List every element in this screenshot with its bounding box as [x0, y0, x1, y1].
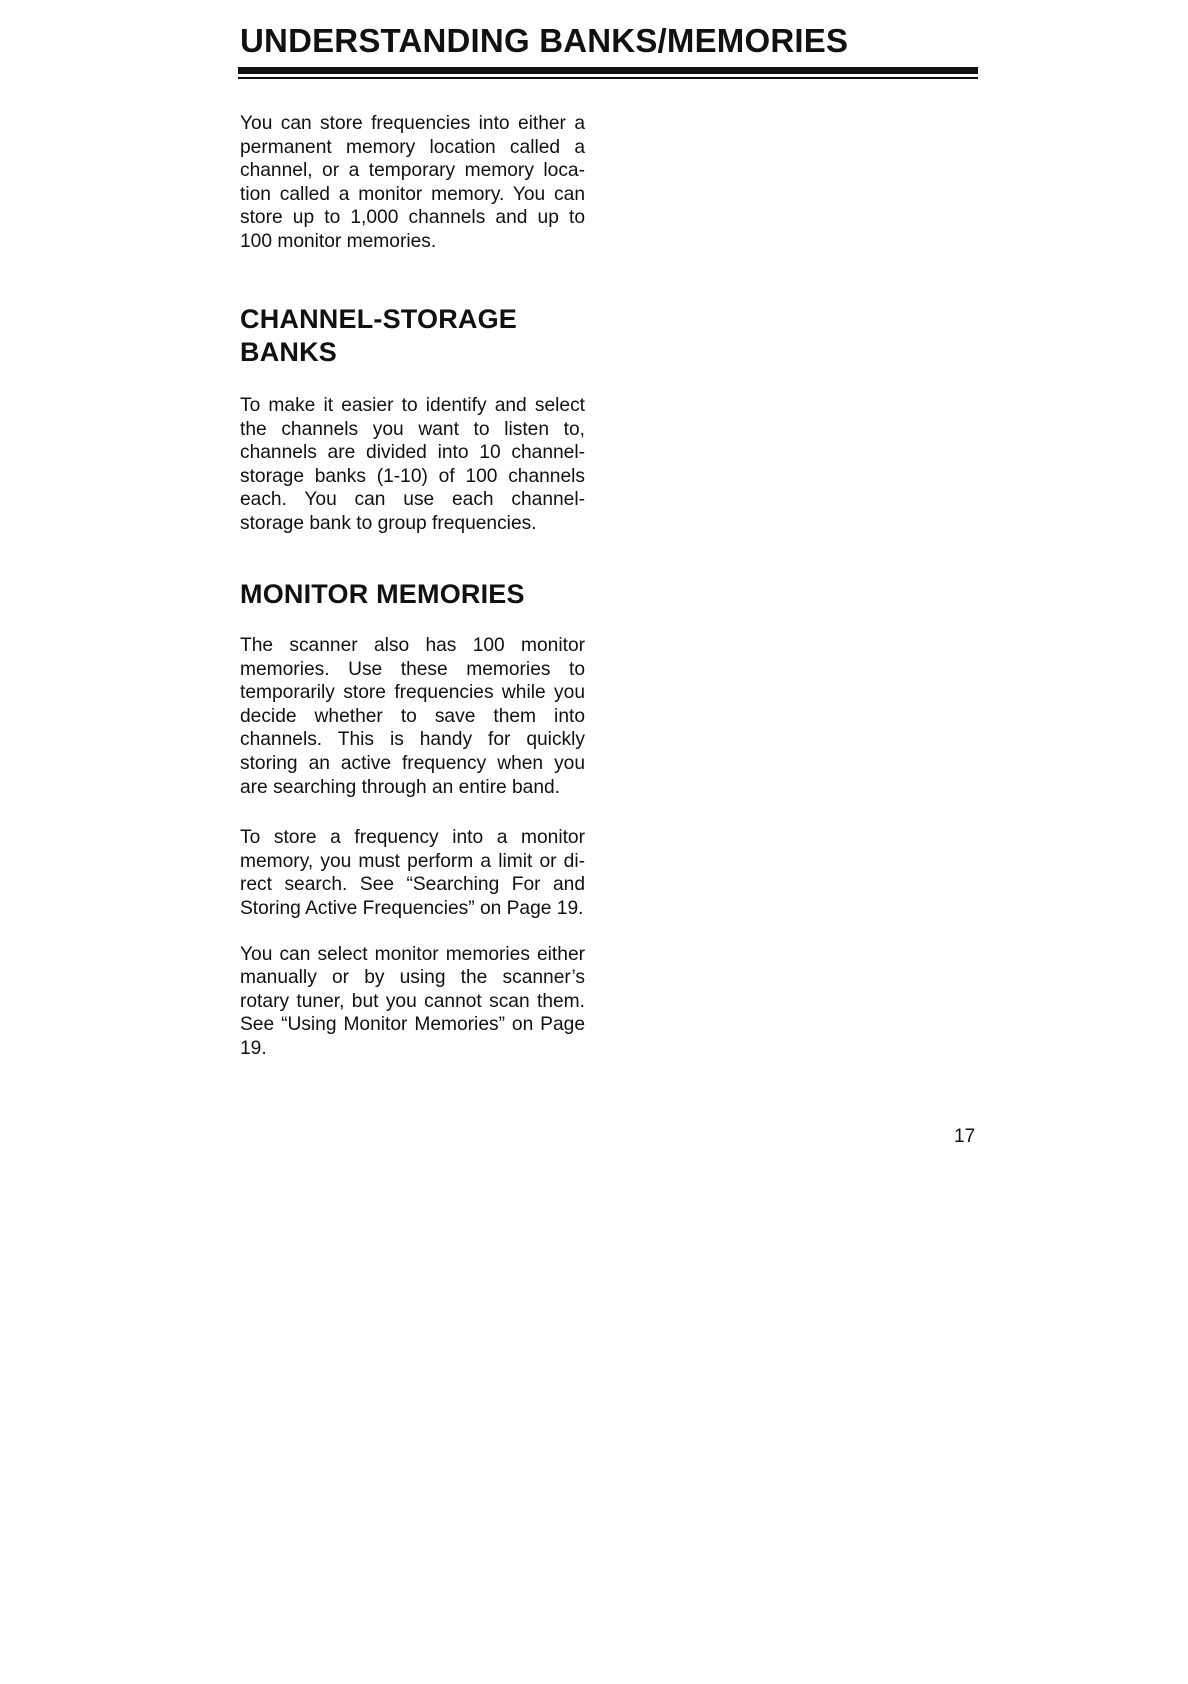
- monitor-memories-heading: MONITOR MEMORIES: [240, 579, 525, 609]
- channel-storage-heading-line1: CHANNEL-STORAGE: [240, 304, 518, 334]
- intro-paragraph: You can store frequencies into either a permanent memory location called a channel, or a temporary memory location called a monitor memory. You can store up to 1,000 channels and up to 100 monitor memories.: [240, 113, 585, 252]
- page-number: 17: [954, 1126, 976, 1147]
- title-rule-thin: [238, 77, 978, 79]
- title-rule-thick: [238, 67, 978, 74]
- page-title: UNDERSTANDING BANKS/MEMORIES: [240, 22, 849, 59]
- channel-storage-section: [240, 303, 585, 536]
- channel-storage-paragraph: To make it easier to identify and select the channels you want to listen to, channels are divided into 10 channel-storage banks (1-10) of 100 channels each. You can use each channel-storage bank to group frequencies.: [240, 395, 585, 534]
- channel-storage-heading-line2: BANKS: [240, 337, 338, 367]
- intro-section: [240, 112, 585, 254]
- monitor-memories-section: [240, 578, 585, 1061]
- monitor-memories-paragraph-2: To store a frequency into a monitor memory, you must perform a limit or direct search. See “Searching For and Storing Active Frequencies” on Page 19.: [240, 827, 585, 919]
- monitor-memories-paragraph-3: You can select monitor memories either manually or by using the scanner’s rotary tuner, but you cannot scan them. See “Using Monitor Memories” on Page 19.: [240, 943, 585, 1059]
- monitor-memories-paragraph-1: The scanner also has 100 monitor memories. Use these memories to temporarily store frequencies while you decide whether to save them into channels. This is handy for quickly storing an active frequency when you are searching through an entire band.: [240, 635, 585, 798]
- channel-storage-heading: [240, 303, 585, 369]
